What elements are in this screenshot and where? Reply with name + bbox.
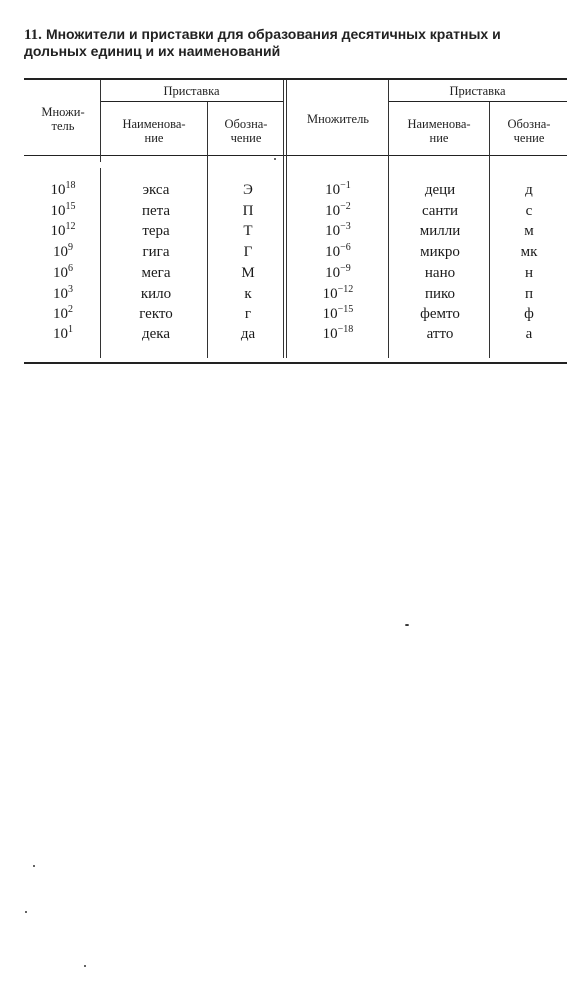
prefix-name-cell-negative: санти xyxy=(421,203,459,219)
prefix-symbol-cell: Э xyxy=(243,182,253,198)
top-rule xyxy=(24,78,567,80)
prefix-name-cell-negative: микро xyxy=(420,244,460,260)
multiplier-cell-negative: $10^{-15}$ xyxy=(322,304,354,322)
prefix-name-cell: гекто xyxy=(139,306,173,322)
prefix-symbol-cell-negative: с xyxy=(525,203,533,219)
prefix-name-cell-negative: деци xyxy=(424,182,456,198)
column-divider xyxy=(388,80,389,358)
table-title xyxy=(24,26,564,59)
table-number: 11. xyxy=(24,27,42,43)
scan-speck xyxy=(33,865,35,867)
column-divider xyxy=(100,168,101,358)
multiplier-cell: $10^{15}$ xyxy=(50,201,76,219)
prefix-name-cell: экса xyxy=(142,182,170,198)
scan-speck xyxy=(25,911,27,913)
bottom-rule xyxy=(24,362,567,364)
multiplier-cell: $10^1$ xyxy=(53,324,73,342)
header-symbol: Обозна- чение xyxy=(224,117,268,145)
scan-speck xyxy=(274,158,276,160)
prefix-name-cell-negative: фемто xyxy=(420,306,460,322)
prefix-name-cell-negative: нано xyxy=(424,265,456,281)
multiplier-cell-negative: $10^{-2}$ xyxy=(325,201,351,219)
prefix-symbol-cell-negative: ф xyxy=(524,306,534,322)
multiplier-cell-negative: $10^{-1}$ xyxy=(325,180,351,198)
header-prefix: Приставка xyxy=(163,84,220,98)
table-title-text: Множители и приставки для образования десятичных кратных и дольных единиц и их наименований xyxy=(24,26,501,59)
prefix-symbol-cell: П xyxy=(242,203,254,219)
multiplier-cell: $10^{18}$ xyxy=(50,180,76,198)
prefix-name-cell-negative: милли xyxy=(419,223,461,239)
header-multiplier: Множи- тель xyxy=(41,105,85,133)
prefix-symbol-cell: М xyxy=(241,265,255,281)
multiplier-cell: $10^9$ xyxy=(53,242,73,260)
prefix-symbol-cell-negative: м xyxy=(524,223,534,239)
scan-speck xyxy=(405,624,409,626)
prefix-symbol-cell: г xyxy=(244,306,252,322)
multiplier-cell: $10^2$ xyxy=(53,304,73,322)
multiplier-cell-negative: $10^{-9}$ xyxy=(325,263,351,281)
header-symbol-right: Обозна- чение xyxy=(507,117,551,145)
prefix-symbol-cell: к xyxy=(244,286,252,302)
prefix-symbol-cell-negative: д xyxy=(525,182,533,198)
column-divider xyxy=(207,102,208,358)
prefix-symbol-cell: Т xyxy=(243,223,253,239)
prefix-name-cell-negative: пико xyxy=(424,286,456,302)
prefix-name-cell: дека xyxy=(141,326,170,342)
prefix-underline-left xyxy=(100,101,283,102)
prefix-name-cell: тера xyxy=(142,223,170,239)
multiplier-cell: $10^6$ xyxy=(53,263,73,281)
prefix-name-cell-negative: атто xyxy=(426,326,454,342)
prefix-symbol-cell-negative: н xyxy=(524,265,534,281)
prefix-symbol-cell-negative: мк xyxy=(520,244,538,260)
header-name-right: Наименова- ние xyxy=(407,117,471,145)
multiplier-cell-negative: $10^{-6}$ xyxy=(325,242,351,260)
prefix-name-cell: гига xyxy=(142,244,170,260)
prefix-name-cell: пета xyxy=(141,203,171,219)
multiplier-cell: $10^{12}$ xyxy=(50,221,76,239)
multiplier-cell-negative: $10^{-12}$ xyxy=(322,284,354,302)
multiplier-cell: $10^3$ xyxy=(53,284,73,302)
header-bottom-rule xyxy=(24,155,567,156)
prefix-symbol-cell: Г xyxy=(243,244,253,260)
header-name: Наименова- ние xyxy=(122,117,186,145)
scan-speck xyxy=(84,965,86,967)
header-multiplier-right: Множитель xyxy=(306,112,370,126)
prefix-symbol-cell-negative: а xyxy=(525,326,533,342)
header-prefix-right: Приставка xyxy=(449,84,506,98)
prefix-symbol-cell: да xyxy=(240,326,256,342)
multiplier-cell-negative: $10^{-18}$ xyxy=(322,324,354,342)
double-divider-right xyxy=(286,80,287,358)
prefix-symbol-cell-negative: п xyxy=(524,286,534,302)
prefix-underline-right xyxy=(388,101,567,102)
prefix-name-cell: мега xyxy=(141,265,171,281)
multiplier-cell-negative: $10^{-3}$ xyxy=(325,221,351,239)
prefix-name-cell: кило xyxy=(140,286,172,302)
